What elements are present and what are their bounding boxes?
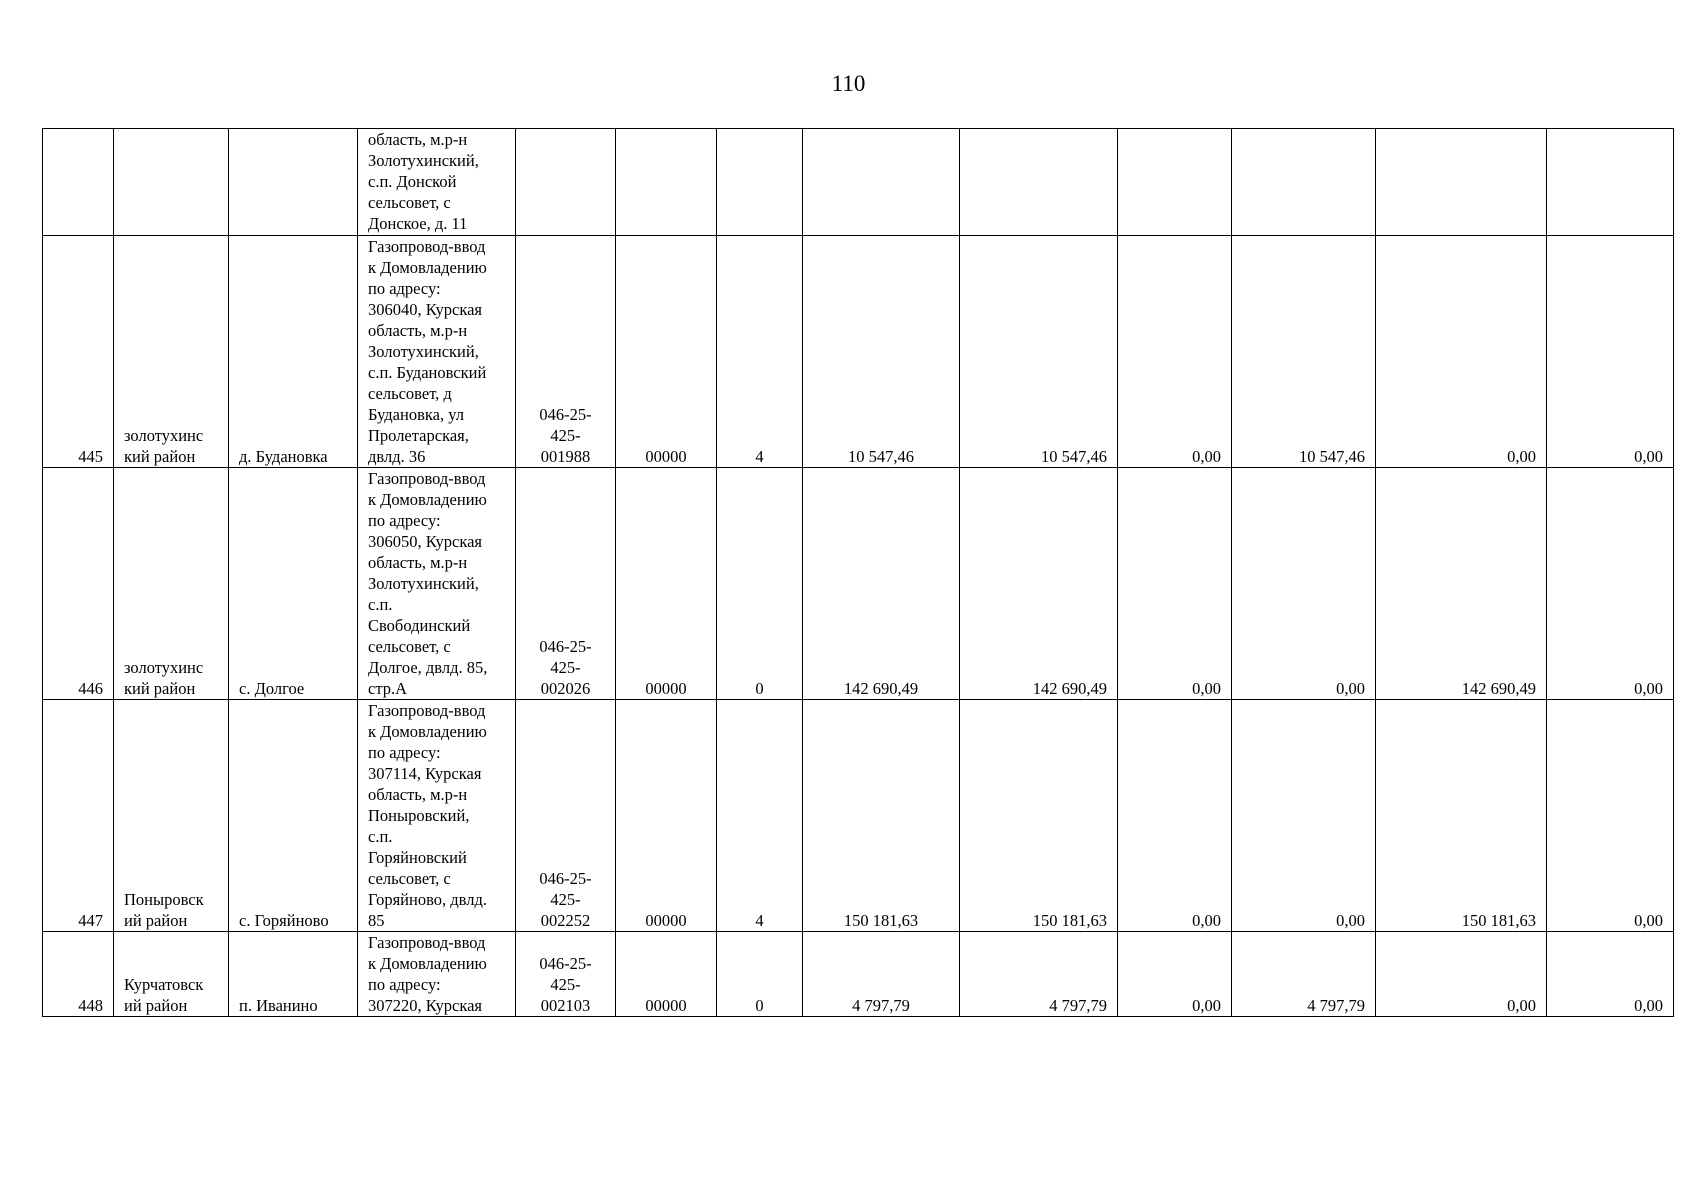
- cell-quantity: 0: [717, 932, 803, 1017]
- cell-district: золотухинс кий район: [114, 468, 229, 700]
- cell-value-4: 0,00: [1232, 468, 1376, 700]
- cell-number: 448: [43, 932, 114, 1017]
- cell-code: [516, 129, 616, 236]
- cell-settlement: д. Будановка: [229, 236, 358, 468]
- table-row: [43, 932, 1674, 1017]
- cell-code: 046-25- 425- 002026: [516, 468, 616, 700]
- assets-table: [42, 128, 1674, 1017]
- cell-value-1: [803, 129, 960, 236]
- cell-value-4: [1232, 129, 1376, 236]
- cell-okof: 00000: [616, 236, 717, 468]
- cell-value-3: 0,00: [1118, 700, 1232, 932]
- cell-value-5: 0,00: [1376, 236, 1547, 468]
- cell-value-4: 4 797,79: [1232, 932, 1376, 1017]
- cell-value-6: 0,00: [1547, 700, 1674, 932]
- cell-settlement: п. Иванино: [229, 932, 358, 1017]
- cell-value-5: 150 181,63: [1376, 700, 1547, 932]
- cell-quantity: 4: [717, 236, 803, 468]
- cell-value-1: 10 547,46: [803, 236, 960, 468]
- cell-address: область, м.р-н Золотухинский, с.п. Донской сельсовет, с Донское, д. 11: [358, 129, 516, 236]
- cell-value-6: 0,00: [1547, 932, 1674, 1017]
- cell-district: золотухинс кий район: [114, 236, 229, 468]
- cell-code: 046-25- 425- 002103: [516, 932, 616, 1017]
- cell-value-2: 4 797,79: [960, 932, 1118, 1017]
- cell-quantity: [717, 129, 803, 236]
- cell-value-2: 142 690,49: [960, 468, 1118, 700]
- cell-number: 446: [43, 468, 114, 700]
- cell-quantity: 0: [717, 468, 803, 700]
- cell-okof: [616, 129, 717, 236]
- cell-value-2: 150 181,63: [960, 700, 1118, 932]
- cell-value-1: 150 181,63: [803, 700, 960, 932]
- cell-value-3: 0,00: [1118, 932, 1232, 1017]
- cell-address: Газопровод-ввод к Домовладению по адресу: 306040, Курская область, м.р-н Золотухинский, с.п. Будановский сельсовет, д Будановка, ул Пролетарская, двлд. 36: [358, 236, 516, 468]
- table-row: [43, 700, 1674, 932]
- cell-value-2: [960, 129, 1118, 236]
- cell-value-6: 0,00: [1547, 236, 1674, 468]
- cell-value-6: [1547, 129, 1674, 236]
- cell-value-1: 142 690,49: [803, 468, 960, 700]
- cell-number: [43, 129, 114, 236]
- cell-value-6: 0,00: [1547, 468, 1674, 700]
- table-row-continuation: [43, 129, 1674, 236]
- cell-address: Газопровод-ввод к Домовладению по адресу: 307114, Курская область, м.р-н Поныровский, с.п. Горяйновский сельсовет, с Горяйново, двлд. 85: [358, 700, 516, 932]
- cell-value-3: [1118, 129, 1232, 236]
- cell-value-4: 10 547,46: [1232, 236, 1376, 468]
- cell-value-5: 0,00: [1376, 932, 1547, 1017]
- cell-number: 447: [43, 700, 114, 932]
- cell-value-1: 4 797,79: [803, 932, 960, 1017]
- cell-district: Поныровск ий район: [114, 700, 229, 932]
- cell-value-4: 0,00: [1232, 700, 1376, 932]
- cell-okof: 00000: [616, 468, 717, 700]
- cell-code: 046-25- 425- 001988: [516, 236, 616, 468]
- cell-value-5: [1376, 129, 1547, 236]
- table-row: [43, 236, 1674, 468]
- cell-value-5: 142 690,49: [1376, 468, 1547, 700]
- cell-value-2: 10 547,46: [960, 236, 1118, 468]
- cell-address: Газопровод-ввод к Домовладению по адресу: 307220, Курская: [358, 932, 516, 1017]
- cell-address: Газопровод-ввод к Домовладению по адресу: 306050, Курская область, м.р-н Золотухинский, с.п. Свободинский сельсовет, с Долгое, двлд. 85, стр.А: [358, 468, 516, 700]
- cell-settlement: с. Горяйново: [229, 700, 358, 932]
- cell-value-3: 0,00: [1118, 468, 1232, 700]
- cell-value-3: 0,00: [1118, 236, 1232, 468]
- cell-quantity: 4: [717, 700, 803, 932]
- cell-number: 445: [43, 236, 114, 468]
- table-row: [43, 468, 1674, 700]
- cell-district: Курчатовск ий район: [114, 932, 229, 1017]
- cell-district: [114, 129, 229, 236]
- cell-okof: 00000: [616, 700, 717, 932]
- cell-settlement: [229, 129, 358, 236]
- cell-settlement: с. Долгое: [229, 468, 358, 700]
- page-number: 110: [831, 71, 866, 96]
- cell-code: 046-25- 425- 002252: [516, 700, 616, 932]
- cell-okof: 00000: [616, 932, 717, 1017]
